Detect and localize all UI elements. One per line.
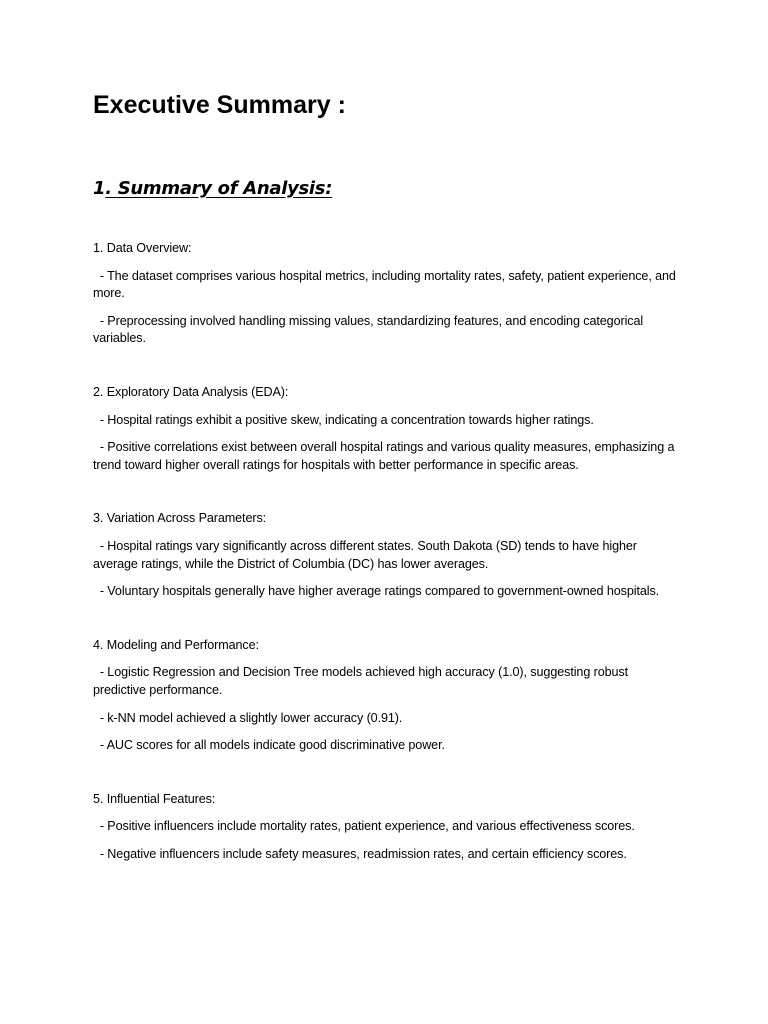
bullet-item: - Logistic Regression and Decision Tree models achieved high accuracy (1.0), suggesting robust predictive performance.: [93, 665, 629, 697]
group-heading: 3. Variation Across Parameters:: [93, 511, 267, 526]
section-title: . Summary of Analysis:: [105, 178, 333, 199]
document-title: Executive Summary :: [93, 91, 346, 119]
bullet-item: - Preprocessing involved handling missing values, standardizing features, and encoding categorical variables.: [93, 313, 644, 346]
bullet-item: - AUC scores for all models indicate good discriminative power.: [99, 738, 445, 753]
group-heading: 2. Exploratory Data Analysis (EDA):: [93, 384, 289, 399]
summary-group-influential-features: [93, 791, 678, 864]
bullet-item: - Voluntary hospitals generally have higher average ratings compared to government-owned hospitals.: [99, 584, 660, 599]
summary-body: [93, 240, 678, 863]
bullet-item: - Positive influencers include mortality rates, patient experience, and various effectiveness scores.: [99, 819, 635, 834]
bullet-item: - Hospital ratings exhibit a positive skew, indicating a concentration towards higher ratings.: [99, 412, 594, 427]
bullet-item: - The dataset comprises various hospital metrics, including mortality rates, safety, patient experience, and more.: [93, 268, 676, 301]
bullet-item: - Positive correlations exist between overall hospital ratings and various quality measures, emphasizing a trend toward higher overall ratings for hospitals with better performance in specific areas.: [93, 440, 675, 472]
summary-group-data-overview: [93, 240, 678, 348]
summary-group-variation: [93, 510, 678, 600]
section-number: 1: [93, 178, 106, 199]
bullet-item: - Negative influencers include safety measures, readmission rates, and certain efficiency scores.: [99, 846, 627, 861]
section-heading: [93, 175, 332, 203]
bullet-item: - Hospital ratings vary significantly across different states. South Dakota (SD) tends to have higher average ratings, while the District of Columbia (DC) has lower averages.: [93, 538, 637, 571]
bullet-item: - k-NN model achieved a slightly lower accuracy (0.91).: [99, 710, 403, 725]
group-heading: 1. Data Overview:: [93, 241, 192, 255]
summary-group-modeling: [93, 637, 678, 755]
summary-group-eda: [93, 384, 678, 474]
group-heading: 5. Influential Features:: [93, 791, 216, 806]
group-heading: 4. Modeling and Performance:: [93, 637, 259, 652]
